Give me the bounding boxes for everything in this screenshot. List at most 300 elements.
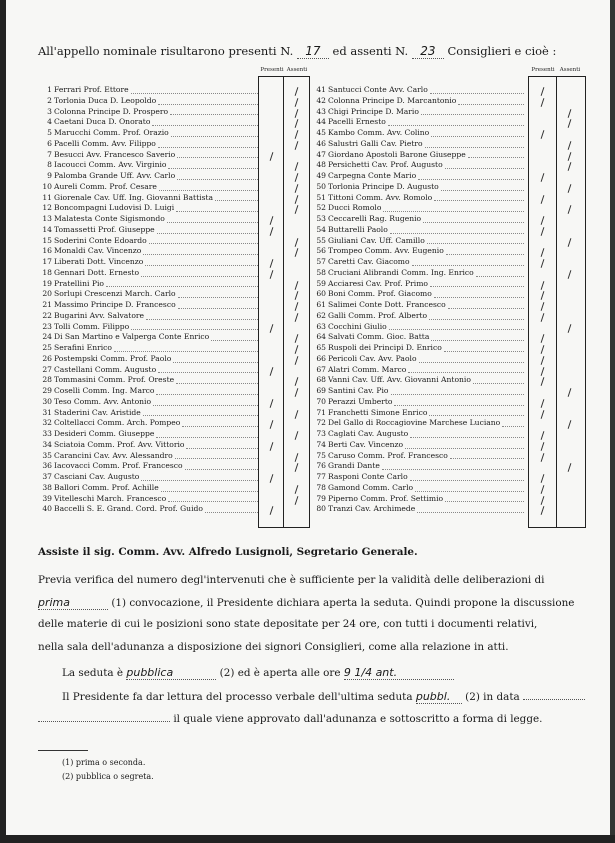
- member-number: 53: [316, 214, 326, 223]
- member-name: Giorenale Cav. Uff. Ing. Giovanni Battista: [54, 192, 214, 202]
- member-name: Torlonia Duca D. Leopoldo: [54, 95, 157, 105]
- member-name: Iacoucci Comm. Avv. Virginio: [54, 160, 167, 170]
- dotted-leader: [430, 87, 524, 94]
- member-row: [310, 494, 526, 505]
- member-name: Persichetti Cav. Prof. Augusto: [328, 160, 443, 170]
- dotted-leader: [418, 173, 524, 180]
- member-row: [310, 150, 526, 161]
- member-number: 10: [42, 181, 52, 191]
- dotted-leader: [417, 506, 524, 513]
- dotted-leader: [441, 184, 524, 191]
- present-mark: [536, 457, 549, 458]
- member-number: 37: [42, 472, 52, 481]
- member-name: Cruciani Alibrandi Comm. Ing. Enrico: [328, 267, 474, 277]
- dotted-leader: [176, 205, 258, 212]
- member-row: [36, 128, 260, 139]
- member-row: [310, 300, 526, 311]
- dotted-leader: [434, 291, 524, 298]
- dotted-leader: [458, 98, 524, 105]
- dotted-leader: [158, 141, 258, 148]
- absent-mark: [563, 166, 576, 167]
- present-mark: [536, 435, 549, 436]
- member-number: 32: [42, 418, 52, 428]
- dotted-leader: [168, 162, 258, 169]
- absent-mark: [563, 242, 576, 243]
- member-name: Pericoli Cav. Avv. Paolo: [328, 353, 417, 363]
- present-mark: [536, 199, 549, 200]
- member-number: 8: [47, 160, 52, 170]
- member-row: [36, 365, 260, 376]
- member-number: 64: [316, 332, 326, 342]
- member-row: [310, 171, 526, 182]
- member-row: [310, 107, 526, 118]
- member-number: 79: [316, 493, 326, 503]
- member-number: 57: [316, 257, 326, 266]
- member-name: Santini Cav. Pio: [328, 386, 389, 395]
- member-number: 70: [316, 396, 326, 406]
- member-row: [36, 107, 260, 118]
- absent-mark: [290, 252, 303, 253]
- member-row: [36, 246, 260, 257]
- body-line-3: delle materie di cui le posizioni sono state depositate per 24 ore, con tutti i documenti relativi,: [38, 618, 538, 630]
- member-name: Malatesta Conte Sigismondo: [54, 214, 165, 223]
- member-name: Franchetti Simone Enrico: [328, 407, 428, 417]
- member-name: Serafini Enrico: [54, 343, 112, 352]
- present-mark: [536, 381, 549, 382]
- member-row: [310, 96, 526, 107]
- footnote-1: (1) prima o seconda.: [62, 758, 146, 767]
- member-row: [310, 182, 526, 193]
- member-row: [36, 139, 260, 150]
- present-mark: [265, 510, 278, 511]
- member-row: [310, 472, 526, 483]
- member-name: Bugarini Avv. Salvatore: [54, 310, 145, 320]
- member-name: Soderini Conte Edoardo: [54, 235, 147, 245]
- present-mark: [536, 510, 549, 511]
- absent-mark: [290, 360, 303, 361]
- header-middle: ed assenti N.: [332, 44, 409, 58]
- member-row: [36, 418, 260, 429]
- member-row: [36, 397, 260, 408]
- dotted-leader: [445, 162, 524, 169]
- dotted-leader: [178, 291, 258, 298]
- member-row: [310, 461, 526, 472]
- member-number: 45: [316, 128, 326, 137]
- member-name: Salimei Conte Dott. Francesco: [328, 300, 446, 309]
- member-number: 12: [42, 203, 52, 213]
- footnote-rule: [38, 750, 88, 751]
- dotted-leader: [182, 420, 258, 427]
- member-number: 39: [42, 493, 52, 503]
- member-row: [36, 429, 260, 440]
- absent-mark: [563, 123, 576, 124]
- member-name: Vanni Cav. Uff. Avv. Giovanni Antonio: [328, 375, 471, 385]
- dotted-leader: [178, 302, 258, 309]
- member-number: 41: [316, 85, 326, 94]
- approval-text: il quale viene approvato dall'adunanza e sottoscritto a forma di legge.: [173, 713, 543, 725]
- member-row: [310, 365, 526, 376]
- member-number: 20: [42, 289, 52, 299]
- member-name: Marucchi Comm. Prof. Orazio: [54, 128, 169, 137]
- member-number: 72: [316, 418, 326, 428]
- member-name: Caruso Comm. Prof. Francesco: [328, 450, 448, 460]
- member-name: Besucci Avv. Francesco Saverio: [54, 149, 176, 159]
- present-mark: [536, 252, 549, 253]
- member-number: 77: [316, 472, 326, 481]
- dotted-leader: [450, 452, 524, 459]
- dotted-leader: [157, 227, 258, 234]
- absent-mark: [290, 285, 303, 286]
- member-number: 46: [316, 138, 326, 148]
- member-number: 11: [42, 192, 52, 202]
- member-row: [36, 203, 260, 214]
- dotted-leader: [388, 119, 524, 126]
- dotted-leader: [131, 323, 258, 330]
- member-row: [36, 440, 260, 451]
- footnote-2: (2) pubblica o segreta.: [62, 772, 154, 781]
- dotted-leader: [427, 237, 524, 244]
- member-list-left: [36, 85, 260, 515]
- member-number: 29: [42, 386, 52, 395]
- absent-mark: [290, 177, 303, 178]
- body-line-2-text: (1) convocazione, il Presidente dichiara aperta la seduta. Quindi propone la discussione: [111, 597, 575, 609]
- absent-mark: [563, 209, 576, 210]
- grid-divider: [283, 77, 284, 527]
- member-row: [310, 268, 526, 279]
- present-mark: [536, 489, 549, 490]
- member-row: [310, 311, 526, 322]
- member-name: Ballori Comm. Prof. Achille: [54, 482, 159, 492]
- member-name: Del Gallo di Roccagiovine Marchese Luciano: [328, 418, 501, 428]
- absent-mark: [563, 424, 576, 425]
- member-name: Rasponi Conte Carlo: [328, 472, 408, 481]
- member-name: Tranzi Cav. Archimede: [328, 504, 416, 514]
- dotted-leader: [383, 205, 524, 212]
- member-number: 61: [316, 300, 326, 309]
- member-number: 17: [42, 257, 52, 266]
- last-session-handwritten: pubbl.: [416, 690, 462, 704]
- member-number: 65: [316, 343, 326, 352]
- member-name: Tittoni Comm. Avv. Romolo: [328, 192, 433, 202]
- absent-mark: [290, 467, 303, 468]
- member-number: 36: [42, 461, 52, 471]
- dotted-leader: [176, 377, 258, 384]
- dotted-leader: [410, 474, 524, 481]
- dotted-leader: [405, 442, 524, 449]
- date-label: (2) in data: [465, 691, 520, 703]
- member-row: [36, 494, 260, 505]
- dotted-leader: [382, 463, 524, 470]
- member-row: [310, 429, 526, 440]
- member-number: 23: [42, 321, 52, 331]
- member-number: 30: [42, 396, 52, 406]
- member-number: 43: [316, 106, 326, 116]
- present-header: Presenti: [260, 67, 284, 73]
- member-number: 7: [47, 149, 52, 159]
- body-line-2: [38, 596, 574, 610]
- member-number: 16: [42, 246, 52, 256]
- absent-mark: [290, 317, 303, 318]
- member-row: [310, 214, 526, 225]
- member-row: [36, 483, 260, 494]
- absent-mark: [563, 467, 576, 468]
- member-number: 56: [316, 246, 326, 256]
- dotted-leader: [158, 366, 258, 373]
- absent-mark: [563, 156, 576, 157]
- absent-mark: [290, 209, 303, 210]
- dotted-leader: [476, 270, 524, 277]
- present-mark: [536, 263, 549, 264]
- member-name: Staderini Cav. Aristide: [54, 407, 141, 417]
- member-name: Acciaresi Cav. Prof. Primo: [328, 278, 428, 288]
- body-line-1: Previa verifica del numero degl'intervenuti che è sufficiente per la validità delle deliberazioni di: [38, 574, 545, 586]
- member-number: 19: [42, 278, 52, 288]
- member-number: 80: [316, 504, 326, 514]
- grid-divider: [556, 77, 557, 527]
- member-row: [36, 375, 260, 386]
- dotted-leader: [415, 485, 524, 492]
- dotted-leader: [114, 345, 258, 352]
- member-name: Giordano Apostoli Barone Giuseppe: [328, 149, 466, 159]
- member-row: [310, 139, 526, 150]
- absent-mark: [563, 145, 576, 146]
- dotted-leader: [419, 356, 524, 363]
- member-row: [310, 418, 526, 429]
- dotted-leader: [143, 248, 258, 255]
- member-name: Berti Cav. Vincenzo: [328, 439, 404, 449]
- absent-mark: [290, 435, 303, 436]
- member-number: 76: [316, 461, 326, 471]
- dotted-leader: [445, 495, 524, 502]
- member-name: Desideri Comm. Giuseppe: [54, 429, 155, 438]
- header-suffix: Consiglieri e cioè :: [447, 44, 557, 58]
- member-name: Cocchini Giulio: [328, 321, 387, 331]
- member-row: [36, 268, 260, 279]
- member-number: 69: [316, 386, 326, 395]
- member-number: 15: [42, 235, 52, 245]
- dotted-leader: [391, 388, 525, 395]
- member-number: 13: [42, 214, 52, 223]
- present-mark: [536, 177, 549, 178]
- dotted-leader: [141, 270, 258, 277]
- member-number: 74: [316, 439, 326, 449]
- member-row: [310, 85, 526, 96]
- session-open-text: (2) ed è aperta alle ore: [219, 667, 341, 679]
- member-number: 78: [316, 482, 326, 492]
- member-number: 73: [316, 429, 326, 438]
- absent-header: Assenti: [559, 67, 581, 73]
- absent-mark: [290, 91, 303, 92]
- member-name: Boni Comm. Prof. Giacomo: [328, 289, 432, 299]
- absent-mark: [290, 381, 303, 382]
- member-number: 35: [42, 450, 52, 460]
- member-number: 25: [42, 343, 52, 352]
- member-name: Gamond Comm. Carlo: [328, 482, 414, 492]
- dotted-leader: [171, 130, 258, 137]
- dotted-leader: [390, 227, 524, 234]
- present-mark: [536, 500, 549, 501]
- body-line-4: nella sala dell'adunanza a disposizione dei signori Consiglieri, come alla relazione in atti.: [38, 641, 509, 653]
- member-name: Sciatoia Comm. Prof. Avv. Vittorio: [54, 439, 185, 449]
- absent-mark: [290, 414, 303, 415]
- member-number: 48: [316, 160, 326, 170]
- absent-mark: [290, 489, 303, 490]
- member-number: 54: [316, 224, 326, 234]
- member-number: 1: [47, 85, 52, 94]
- member-row: [310, 440, 526, 451]
- absent-mark: [290, 102, 303, 103]
- member-number: 28: [42, 375, 52, 385]
- member-row: [310, 504, 526, 515]
- dotted-leader: [502, 420, 524, 427]
- member-row: [36, 193, 260, 204]
- dotted-leader: [158, 98, 258, 105]
- member-row: [36, 354, 260, 365]
- present-mark: [536, 478, 549, 479]
- member-number: 4: [47, 117, 52, 127]
- member-name: Piperno Comm. Prof. Settimio: [328, 493, 444, 503]
- member-number: 40: [42, 504, 52, 514]
- member-number: 24: [42, 332, 52, 342]
- present-mark: [536, 231, 549, 232]
- member-number: 52: [316, 203, 326, 213]
- member-row: [36, 257, 260, 268]
- dotted-leader: [106, 280, 258, 287]
- absent-mark: [290, 338, 303, 339]
- member-row: [36, 236, 260, 247]
- dotted-leader: [131, 87, 258, 94]
- member-name: Pacelli Ernesto: [328, 117, 386, 127]
- dotted-leader: [431, 334, 524, 341]
- dotted-leader: [170, 108, 258, 115]
- member-number: 18: [42, 267, 52, 277]
- dotted-leader: [425, 141, 524, 148]
- member-number: 67: [316, 364, 326, 374]
- member-row: [310, 279, 526, 290]
- absent-mark: [290, 188, 303, 189]
- member-list-right: [310, 85, 526, 515]
- dotted-leader: [161, 485, 258, 492]
- member-name: Massimo Principe D. Francesco: [54, 300, 176, 309]
- member-number: 38: [42, 482, 52, 492]
- member-name: Salustri Galli Cav. Pietro: [328, 138, 423, 148]
- member-number: 58: [316, 267, 326, 277]
- member-name: Perazzi Umberto: [328, 396, 393, 406]
- member-row: [310, 236, 526, 247]
- dotted-leader: [153, 399, 258, 406]
- member-row: [310, 451, 526, 462]
- member-row: [36, 322, 260, 333]
- member-name: Pacelli Comm. Avv. Filippo: [54, 138, 156, 148]
- present-mark: [265, 274, 278, 275]
- member-name: Vitelleschi March. Francesco: [54, 493, 167, 503]
- member-name: Aureli Comm. Prof. Cesare: [54, 181, 157, 191]
- member-name: Iacovacci Comm. Prof. Francesco: [54, 461, 183, 471]
- member-row: [310, 397, 526, 408]
- member-row: [36, 504, 260, 515]
- dotted-leader: [156, 431, 258, 438]
- present-mark: [536, 360, 549, 361]
- absent-mark: [290, 199, 303, 200]
- present-mark: [265, 156, 278, 157]
- member-number: 44: [316, 117, 326, 127]
- dotted-leader: [448, 302, 524, 309]
- member-number: 59: [316, 278, 326, 288]
- member-name: Ceccarelli Rag. Rugenio: [328, 214, 422, 223]
- member-row: [310, 386, 526, 397]
- dotted-leader: [185, 463, 258, 470]
- member-name: Caetani Duca D. Onorato: [54, 117, 151, 127]
- dotted-leader: [394, 399, 524, 406]
- present-mark: [265, 263, 278, 264]
- member-row: [310, 322, 526, 333]
- dotted-leader: [211, 334, 258, 341]
- member-row: [310, 332, 526, 343]
- member-row: [36, 300, 260, 311]
- dotted-leader: [389, 323, 524, 330]
- present-mark: [536, 306, 549, 307]
- dotted-leader: [410, 431, 524, 438]
- member-name: Pratellini Pio: [54, 278, 104, 288]
- member-number: 22: [42, 310, 52, 320]
- absent-mark: [290, 134, 303, 135]
- member-row: [36, 96, 260, 107]
- member-name: Teso Comm. Avv. Antonio: [54, 396, 152, 406]
- body-line-7: [38, 713, 542, 725]
- dotted-leader: [173, 356, 258, 363]
- present-mark: [265, 371, 278, 372]
- member-name: Trompeo Comm. Avv. Eugenio: [328, 246, 444, 256]
- present-mark: [265, 231, 278, 232]
- attendance-header: [38, 44, 598, 59]
- dotted-leader: [175, 452, 258, 459]
- dotted-leader: [468, 151, 524, 158]
- dotted-leader: [149, 237, 258, 244]
- absent-mark: [290, 500, 303, 501]
- member-row: [36, 311, 260, 322]
- member-name: Giuliani Cav. Uff. Camillo: [328, 235, 425, 245]
- member-row: [310, 117, 526, 128]
- absent-mark: [290, 123, 303, 124]
- member-name: Gennari Dott. Ernesto: [54, 267, 140, 277]
- secretary-line: Assiste il sig. Comm. Avv. Alfredo Lusignoli, Segretario Generale.: [38, 546, 418, 558]
- member-number: 51: [316, 192, 326, 202]
- convocation-handwritten: prima: [38, 596, 108, 610]
- absent-mark: [290, 145, 303, 146]
- absent-mark: [290, 295, 303, 296]
- member-name: Colonna Principe D. Prospero: [54, 106, 169, 116]
- scan-edge-bottom: [0, 835, 615, 843]
- absent-header: Assenti: [286, 67, 308, 73]
- member-number: 68: [316, 375, 326, 385]
- member-row: [36, 160, 260, 171]
- member-number: 62: [316, 310, 326, 320]
- present-count: 17: [297, 44, 329, 59]
- member-number: 47: [316, 149, 326, 159]
- member-number: 5: [47, 128, 52, 137]
- member-name: Buttarelli Paolo: [328, 224, 388, 234]
- present-mark: [536, 414, 549, 415]
- member-number: 49: [316, 171, 326, 180]
- absent-mark: [563, 188, 576, 189]
- member-name: Kambo Comm. Avv. Colino: [328, 128, 430, 137]
- member-name: Salvati Comm. Gioc. Batta: [328, 332, 430, 342]
- member-number: 42: [316, 95, 326, 105]
- absent-mark: [290, 306, 303, 307]
- member-row: [310, 128, 526, 139]
- member-number: 55: [316, 235, 326, 245]
- absent-mark: [290, 392, 303, 393]
